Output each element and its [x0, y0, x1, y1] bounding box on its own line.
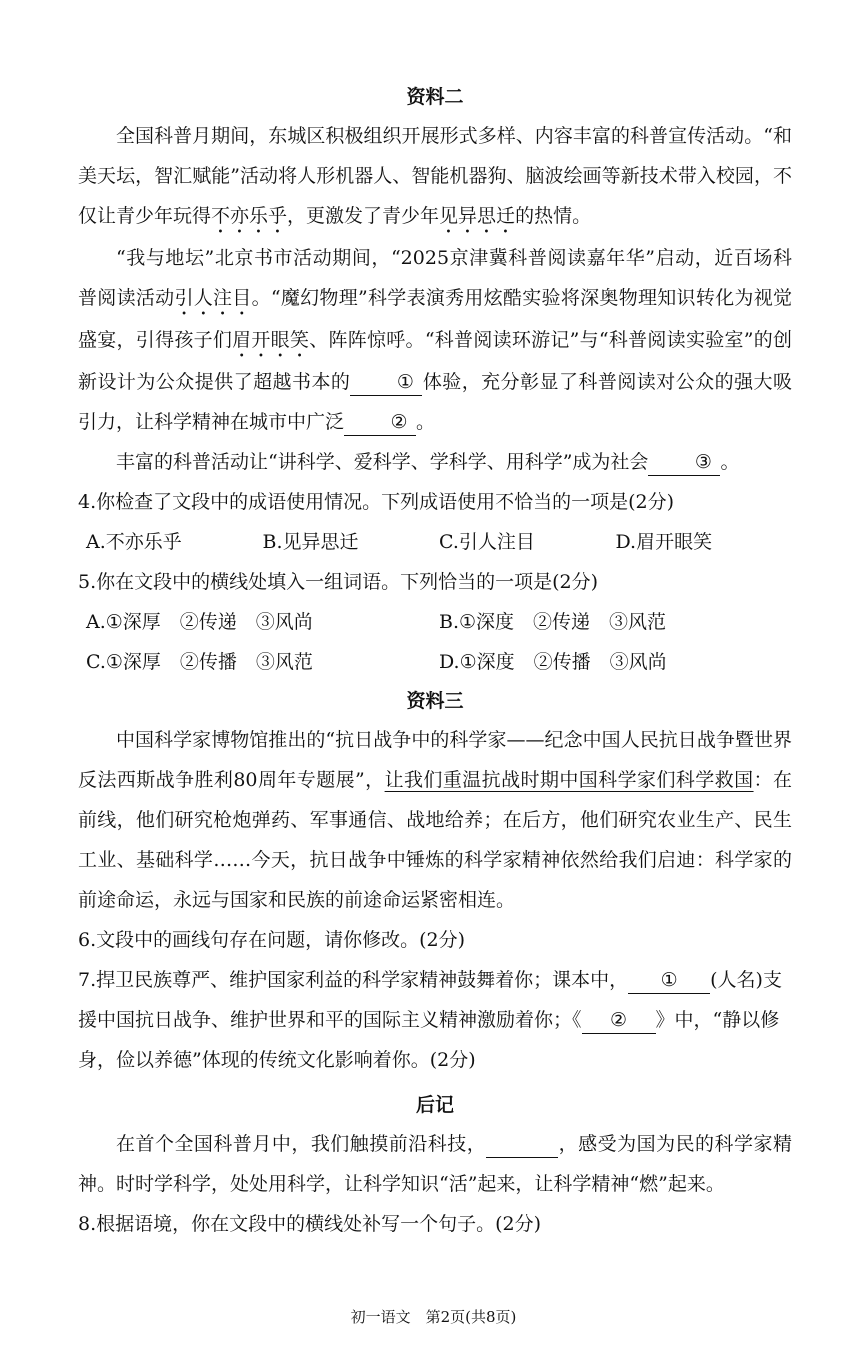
q5-option-a[interactable]: A.①深厚 ②传递 ③风尚 — [86, 611, 313, 633]
question-4-stem: 4.你检查了文段中的成语使用情况。下列成语使用不恰当的一项是(2分) — [78, 491, 675, 513]
q5-option-b[interactable]: B.①深度 ②传递 ③风范 — [439, 611, 667, 633]
idiom-buyilehu: 不亦乐乎 — [211, 205, 288, 227]
afterword-paragraph: 在首个全国科普月中，我们触摸前沿科技， ，感受为国为民的科学家精神。时时学科学，处处用科学，让科学知识“活”起来，让科学精神“燃”起来。 — [78, 1133, 792, 1195]
page-footer: 初一语文 第2页(共8页) — [350, 1308, 517, 1326]
fill-blank-1[interactable]: ① — [350, 369, 422, 396]
q4-option-d[interactable]: D.眉开眼笑 — [615, 531, 713, 553]
q4-option-b[interactable]: B.见异思迁 — [262, 531, 359, 553]
q4-option-a[interactable]: A.不亦乐乎 — [86, 531, 182, 553]
q5-option-c[interactable]: C.①深厚 ②传播 ③风范 — [86, 651, 313, 673]
question-7: 7.捍卫民族尊严、维护国家利益的科学家精神鼓舞着你；课本中， ① (人名)支援中国抗日战争、维护世界和平的国际主义精神激励着你；《 ② 》中，“静以修身，俭以养德”体现的传统文化影响着你。(2分) — [78, 969, 782, 1071]
section2-paragraph-3: 丰富的科普活动让“讲科学、爱科学、学科学、用科学”成为社会 ③ 。 — [78, 442, 792, 482]
q7-blank-1[interactable]: ① — [628, 967, 710, 994]
q5-option-d[interactable]: D.①深度 ②传播 ③风尚 — [439, 651, 667, 673]
question-4-options — [78, 522, 792, 562]
section2-title: 资料二 — [406, 86, 464, 108]
question-8-stem: 8.根据语境，你在文段中的横线处补写一个句子。(2分) — [78, 1213, 542, 1235]
afterword-blank[interactable] — [486, 1131, 558, 1158]
afterword-title: 后记 — [415, 1094, 454, 1116]
underlined-sentence: 让我们重温抗战时期中国科学家们科学救国 — [384, 769, 754, 791]
idiom-meikaiyanxiao: 眉开眼笑 — [232, 329, 310, 351]
question-6-stem: 6.文段中的画线句存在问题，请你修改。(2分) — [78, 929, 466, 951]
question-5-options — [78, 602, 792, 682]
section2-paragraph-1: 全国科普月期间，东城区积极组织开展形式多样、内容丰富的科普宣传活动。“和美天坛，智汇赋能”活动将人形机器人、智能机器狗、脑波绘画等新技术带入校园，不仅让青少年玩得不亦乐乎，更激发了青少年见异思迁的热情。 — [78, 125, 792, 227]
section3-title: 资料三 — [406, 690, 464, 712]
question-5-stem: 5.你在文段中的横线处填入一组词语。下列恰当的一项是(2分) — [78, 571, 599, 593]
q4-option-c[interactable]: C.引人注目 — [439, 531, 535, 553]
section2-paragraph-2: “我与地坛”北京书市活动期间，“2025京津冀科普阅读嘉年华”启动，近百场科普阅读活动引人注目。“魔幻物理”科学表演秀用炫酷实验将深奥物理知识转化为视觉盛宴，引得孩子们眉开眼笑、阵阵惊呼。“科普阅读环游记”与“科普阅读实验室”的创新设计为公众提供了超越书本的 ① 体验，充分彰显了科普阅读对公众的强大吸引力，让科学精神在城市中广泛 ② 。 — [78, 238, 792, 442]
exam-page — [0, 78, 867, 1368]
idiom-yinrenzhumu: 引人注目 — [174, 287, 252, 309]
fill-blank-3[interactable]: ③ — [648, 449, 720, 476]
q7-blank-2[interactable]: ② — [582, 1007, 656, 1034]
section3-paragraph-1: 中国科学家博物馆推出的“抗日战争中的科学家——纪念中国人民抗日战争暨世界反法西斯战争胜利80周年专题展”，让我们重温抗战时期中国科学家们科学救国：在前线，他们研究枪炮弹药、军事通信、战地给养；在后方，他们研究农业生产、民生工业、基础科学……今天，抗日战争中锤炼的科学家精神依然给我们启迪：科学家的前途命运，永远与国家和民族的前途命运紧密相连。 — [78, 729, 792, 911]
fill-blank-2[interactable]: ② — [344, 409, 416, 436]
idiom-jianyisiqian: 见异思迁 — [439, 205, 516, 227]
